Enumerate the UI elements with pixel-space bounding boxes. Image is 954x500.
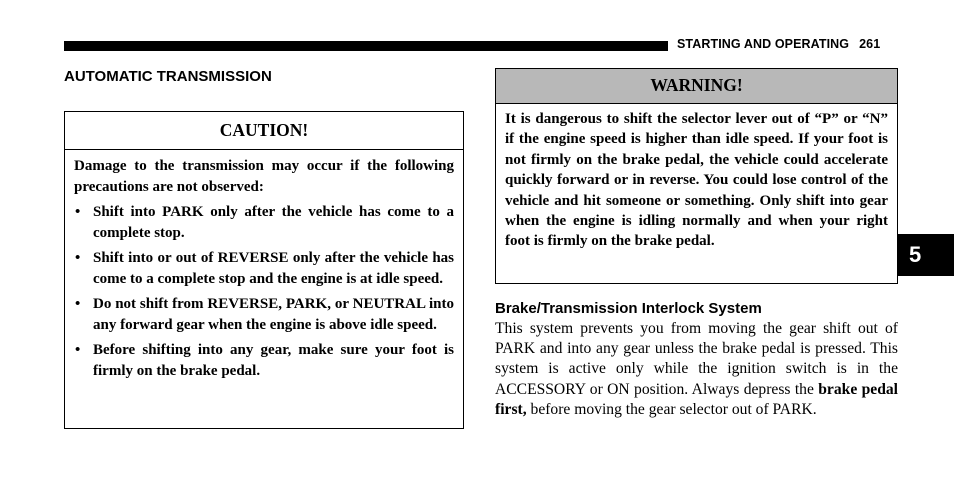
caution-intro: Damage to the transmission may occur if the following precautions are not observed: xyxy=(74,158,454,195)
caution-list xyxy=(74,202,454,381)
caution-box xyxy=(64,111,464,429)
header-section: STARTING AND OPERATING xyxy=(677,37,850,51)
warning-box xyxy=(495,68,898,284)
caution-item xyxy=(74,294,454,335)
warning-title: WARNING! xyxy=(496,69,897,104)
caution-item xyxy=(74,202,454,243)
warning-text: It is dangerous to shift the selector lever out of “P” or “N” if the engine speed is higher than idle speed. If your foot is not firmly on the brake pedal, the vehicle could accelerate quickly forward or in reverse. You could lose control of the vehicle and hit someone or something. Only shift into gear when the engine is idling normally and when your right foot is firmly on the brake pedal. xyxy=(505,111,888,250)
interlock-text-bold: brake pedal first, xyxy=(495,380,898,418)
caution-item-text: Shift into or out of REVERSE only after the vehicle has come to a complete stop and the engine is at idle speed. xyxy=(93,250,454,287)
caution-body xyxy=(65,150,463,381)
header-rule xyxy=(64,41,668,51)
caution-item-text: Shift into PARK only after the vehicle has come to a complete stop. xyxy=(93,204,454,241)
interlock-text-before: This system prevents you from moving the gear shift out of PARK and into any gear unless the brake pedal is pressed. This system is active only while the ignition switch is in the ACCESSORY or ON position. Always depress the xyxy=(495,320,898,398)
caution-item xyxy=(74,340,454,381)
section-title: AUTOMATIC TRANSMISSION xyxy=(64,68,272,85)
bullet-icon: • xyxy=(75,250,81,266)
interlock-title: Brake/Transmission Interlock System xyxy=(495,300,762,317)
caution-item-text: Before shifting into any gear, make sure your foot is firmly on the brake pedal. xyxy=(93,342,454,379)
bullet-icon: • xyxy=(75,204,81,220)
caution-item-text: Do not shift from REVERSE, PARK, or NEUTRAL into any forward gear when the engine is above idle speed. xyxy=(93,296,454,333)
chapter-tab: 5 xyxy=(898,234,954,276)
caution-title: CAUTION! xyxy=(65,112,463,150)
running-header xyxy=(677,37,880,51)
bullet-icon: • xyxy=(75,296,81,312)
bullet-icon: • xyxy=(75,342,81,358)
interlock-body xyxy=(495,319,898,420)
interlock-text-after: before moving the gear selector out of PARK. xyxy=(530,400,817,418)
caution-item xyxy=(74,248,454,289)
page-number: 261 xyxy=(859,37,881,51)
